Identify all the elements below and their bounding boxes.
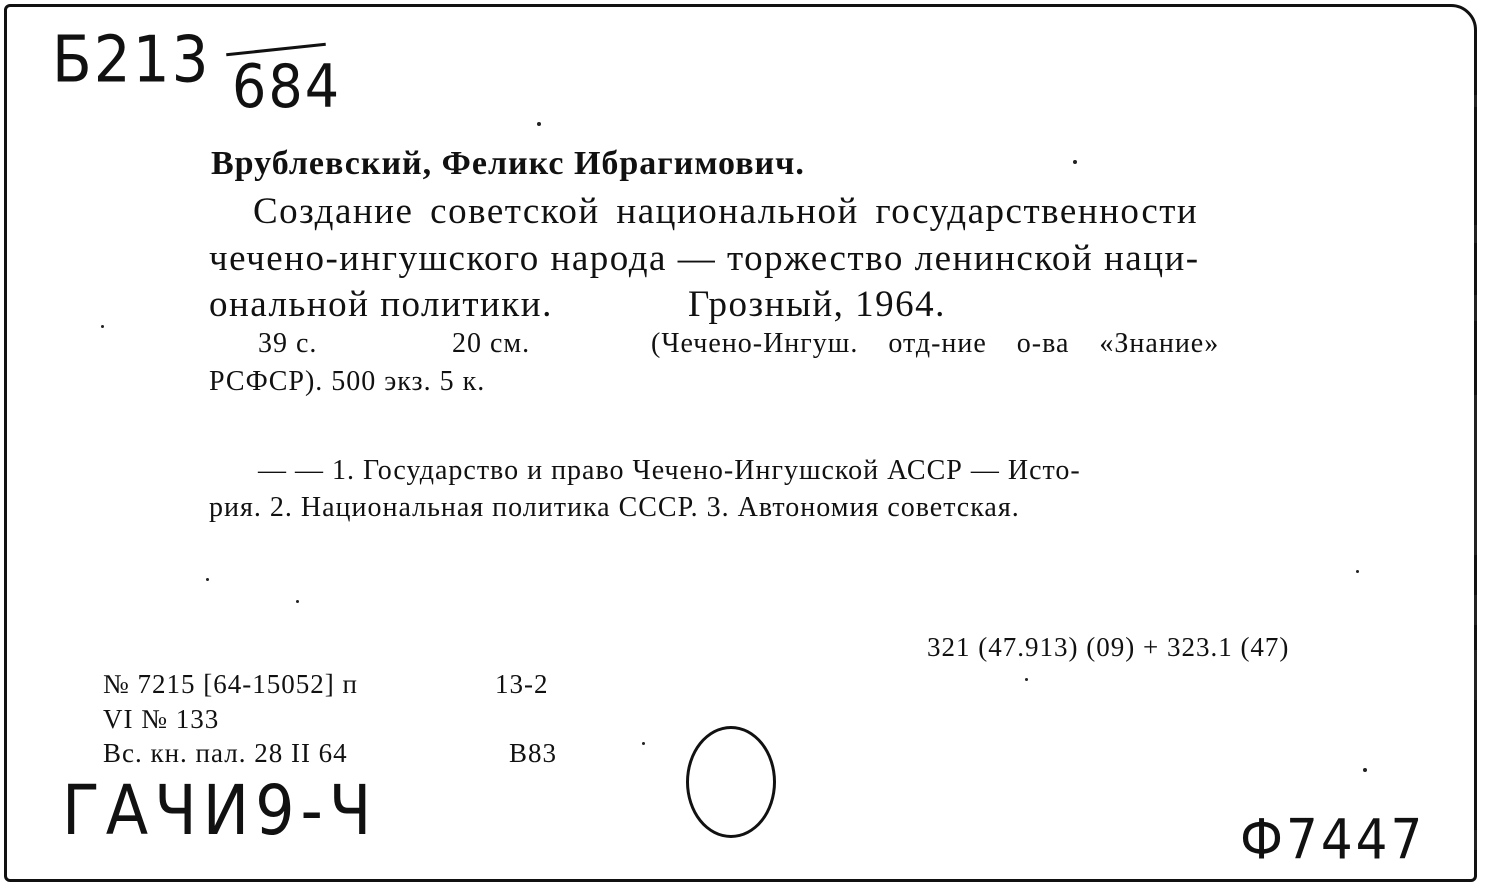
order-code: 13-2: [495, 669, 549, 699]
speck: [101, 325, 104, 328]
edge-mark: [1474, 595, 1477, 625]
handwritten-inventory-number: Ф7447: [1240, 808, 1426, 872]
edge-mark: [1474, 830, 1477, 850]
footer-line-3-code: В83: [509, 738, 558, 768]
title-line-1: Создание советской национальной государственности: [253, 191, 1199, 232]
order-number: № 7215 [64-15052] п: [103, 669, 358, 699]
classification-code: 321 (47.913) (09) + 323.1 (47): [927, 632, 1290, 662]
title-line-3: ональной политики.: [209, 284, 553, 325]
subjects-line-1: — — 1. Государство и право Чечено-Ингушской АССР — Исто-: [258, 455, 1081, 486]
speck: [537, 122, 541, 126]
handwritten-stamp-code: ГАЧИ9-Ч: [62, 770, 378, 851]
footer-line-2: VI № 133: [103, 704, 220, 734]
edge-mark: [1474, 295, 1477, 321]
speck: [642, 742, 645, 745]
series-line-2: РСФСР). 500 экз. 5 к.: [209, 366, 486, 397]
footer-line-3: Вс. кн. пал. 28 II 64: [103, 738, 348, 768]
handwritten-call-number-sub: 684: [232, 52, 342, 122]
speck: [1356, 570, 1359, 573]
hand-drawn-circle: [686, 726, 776, 838]
handwritten-call-number: Б213: [52, 22, 211, 97]
title-line-2: чечено-ингушского народа — торжество ленинской наци-: [209, 238, 1200, 279]
edge-mark: [1474, 650, 1477, 700]
edge-mark: [1474, 225, 1477, 243]
speck: [1025, 678, 1028, 681]
speck: [1073, 160, 1077, 164]
edge-mark: [1474, 95, 1477, 107]
size: 20 см.: [452, 328, 531, 359]
author-heading: Врублевский, Феликс Ибрагимович.: [211, 145, 805, 182]
speck: [1363, 768, 1367, 772]
speck: [206, 578, 209, 581]
speck: [296, 600, 299, 603]
series-line-1: (Чечено-Ингуш. отд-ние о-ва «Знание»: [651, 328, 1220, 359]
publisher-place-year: Грозный, 1964.: [688, 284, 946, 325]
subjects-line-2: рия. 2. Национальная политика СССР. 3. Автономия советская.: [209, 492, 1020, 523]
pages: 39 с.: [258, 328, 318, 359]
edge-mark: [1474, 395, 1477, 555]
